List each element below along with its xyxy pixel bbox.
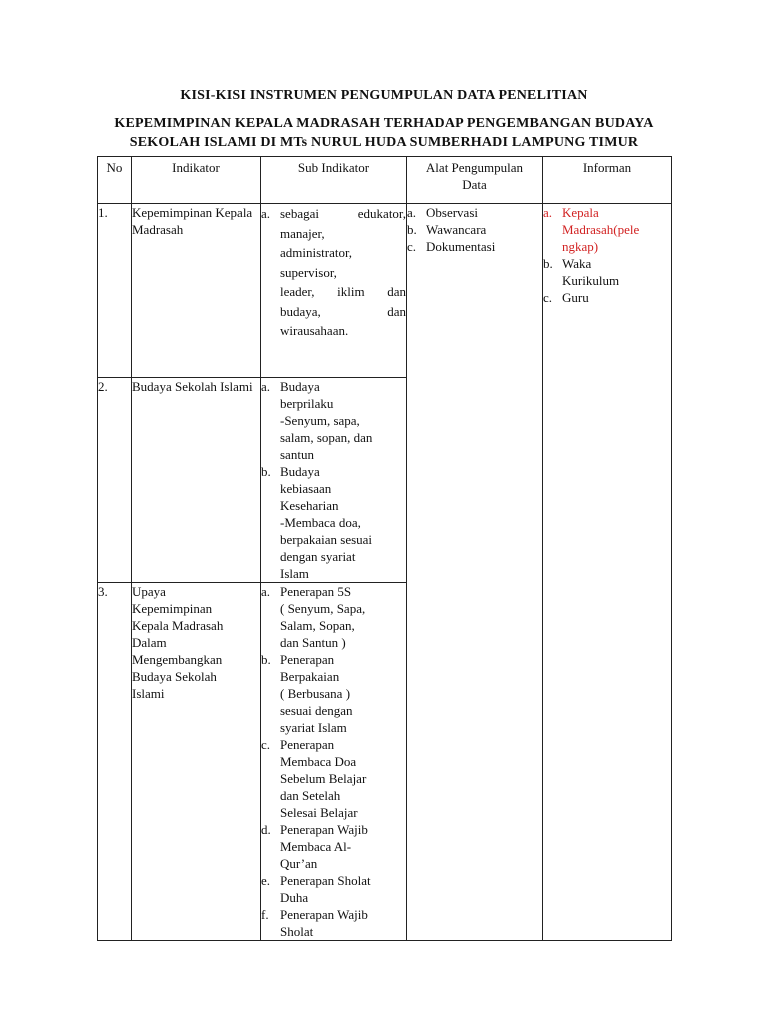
indikator-cell: Budaya Sekolah Islami bbox=[132, 378, 261, 583]
list-item-line: -Senyum, sapa, bbox=[280, 413, 360, 428]
informan-cell bbox=[543, 204, 672, 941]
list-marker: f. bbox=[261, 907, 269, 922]
list-marker: d. bbox=[261, 822, 271, 837]
list-marker: b. bbox=[543, 256, 553, 271]
list-item-line: Keseharian bbox=[280, 498, 339, 513]
indikator-line: Upaya bbox=[132, 584, 166, 599]
list-marker: a. bbox=[261, 379, 271, 394]
list-marker: a. bbox=[543, 205, 553, 220]
list-item-line: administrator, bbox=[280, 245, 353, 260]
instrument-table bbox=[97, 156, 672, 941]
subtitle-line-1: KEPEMIMPINAN KEPALA MADRASAH TERHADAP PENGEMBANGAN BUDAYA bbox=[114, 116, 654, 131]
indikator-line: Kepemimpinan bbox=[132, 601, 213, 616]
list-item-line: Penerapan Wajib bbox=[280, 822, 368, 837]
list-item-line: sesuai dengan bbox=[280, 703, 353, 718]
list-item-line: leader, iklim dan bbox=[280, 284, 406, 299]
list-item-line: dengan syariat bbox=[280, 549, 356, 564]
row-number: 2. bbox=[98, 378, 132, 583]
list-item-line: Observasi bbox=[426, 205, 478, 220]
list-item-line: Budaya bbox=[280, 379, 320, 394]
list-item bbox=[407, 204, 542, 221]
list-item-line: supervisor, bbox=[280, 264, 337, 280]
list-item bbox=[261, 204, 406, 341]
header-alat: Alat Pengumpulan Data bbox=[407, 157, 543, 204]
row-number: 1. bbox=[98, 204, 132, 378]
list-item-line: kebiasaan bbox=[280, 481, 332, 496]
list-item bbox=[261, 736, 406, 821]
list-item-line: Waka bbox=[562, 256, 592, 271]
alat-cell bbox=[407, 204, 543, 941]
list-item bbox=[261, 906, 406, 940]
indikator-cell: Kepemimpinan Kepala Madrasah bbox=[132, 204, 261, 378]
sub-indikator-cell bbox=[261, 204, 407, 378]
list-item-line: Guru bbox=[562, 290, 589, 305]
list-item-line: Berpakaian bbox=[280, 669, 340, 684]
list-item-line: -Membaca doa, bbox=[280, 515, 361, 530]
list-item-line: Penerapan Sholat bbox=[280, 873, 371, 888]
list-item-line: berpakaian sesuai bbox=[280, 532, 373, 547]
indikator-line: Mengembangkan bbox=[132, 652, 223, 667]
list-marker: c. bbox=[261, 737, 271, 752]
list-item-line: ( Berbusana ) bbox=[280, 686, 351, 701]
indikator-cell bbox=[132, 583, 261, 941]
list-item bbox=[261, 872, 406, 906]
list-marker: a. bbox=[407, 205, 417, 220]
list-item-line: syariat Islam bbox=[280, 720, 347, 735]
list-item bbox=[261, 463, 406, 582]
list-item-line: berprilaku bbox=[280, 396, 334, 411]
list-item bbox=[543, 255, 671, 289]
list-marker: c. bbox=[407, 239, 417, 254]
list-item bbox=[261, 821, 406, 872]
list-item-line: salam, sopan, dan bbox=[280, 430, 373, 445]
list-item-line: Wawancara bbox=[426, 222, 487, 237]
list-item-line: Penerapan 5S bbox=[280, 584, 352, 599]
list-item-line: Kurikulum bbox=[562, 273, 620, 288]
list-marker: e. bbox=[261, 873, 271, 888]
list-item-line: Salam, Sopan, bbox=[280, 618, 355, 633]
list-item-line: Sebelum Belajar bbox=[280, 771, 367, 786]
header-informan: Informan bbox=[543, 157, 672, 204]
indikator-line: Dalam bbox=[132, 635, 167, 650]
list-item bbox=[261, 651, 406, 736]
list-item bbox=[407, 238, 542, 255]
indikator-line: Kepala Madrasah bbox=[132, 618, 224, 633]
list-item-line: Islam bbox=[280, 566, 309, 581]
table-header-row bbox=[98, 157, 672, 204]
list-item-line: santun bbox=[280, 447, 314, 462]
list-item-line: Penerapan bbox=[280, 737, 335, 752]
list-item-line: Madrasah(pele bbox=[562, 222, 640, 237]
header-indikator: Indikator bbox=[132, 157, 261, 204]
list-item-line: Membaca Al- bbox=[280, 839, 352, 854]
subtitle-line-2: SEKOLAH ISLAMI DI MTs NURUL HUDA SUMBERHADI LAMPUNG TIMUR bbox=[129, 135, 639, 150]
list-marker: c. bbox=[543, 290, 553, 305]
list-item-line: Duha bbox=[280, 890, 309, 905]
header-sub-indikator: Sub Indikator bbox=[261, 157, 407, 204]
list-item bbox=[407, 221, 542, 238]
list-item bbox=[543, 204, 671, 255]
sub-indikator-cell bbox=[261, 378, 407, 583]
list-marker: b. bbox=[261, 652, 271, 667]
list-item-line: ( Senyum, Sapa, bbox=[280, 601, 366, 616]
list-item-line: ngkap) bbox=[562, 239, 599, 254]
list-item-line: Penerapan Wajib bbox=[280, 907, 368, 922]
list-item-line: dan Setelah bbox=[280, 788, 341, 803]
indikator-line: Budaya Sekolah bbox=[132, 669, 217, 684]
list-item-line: budaya, dan bbox=[280, 303, 406, 319]
list-marker: b. bbox=[261, 464, 271, 479]
list-item-line: dan Santun ) bbox=[280, 635, 346, 650]
list-item-line: Selesai Belajar bbox=[280, 805, 358, 820]
list-item-line: Sholat bbox=[280, 924, 314, 939]
list-item-line: sebagai edukator, bbox=[280, 206, 406, 221]
document-title: KISI-KISI INSTRUMEN PENGUMPULAN DATA PENELITIAN bbox=[180, 88, 588, 103]
list-item-line: Qur’an bbox=[280, 856, 318, 871]
table-row bbox=[98, 204, 672, 378]
list-marker: a. bbox=[261, 206, 271, 221]
row-number: 3. bbox=[98, 583, 132, 941]
list-item-line: Budaya bbox=[280, 464, 320, 479]
list-item bbox=[261, 378, 406, 463]
header-no: No bbox=[98, 157, 132, 204]
sub-indikator-cell bbox=[261, 583, 407, 941]
list-item bbox=[261, 583, 406, 651]
list-item-line: Dokumentasi bbox=[426, 239, 496, 254]
document-subtitle bbox=[0, 114, 768, 152]
list-item-line: manajer, bbox=[280, 225, 325, 241]
list-item bbox=[543, 289, 671, 306]
list-item-line: Kepala bbox=[562, 205, 599, 220]
list-item-line: wirausahaan. bbox=[280, 323, 349, 338]
list-marker: b. bbox=[407, 222, 417, 237]
list-item-line: Membaca Doa bbox=[280, 754, 357, 769]
list-item-line: Penerapan bbox=[280, 652, 335, 667]
indikator-line: Islami bbox=[132, 686, 165, 701]
list-marker: a. bbox=[261, 584, 271, 599]
